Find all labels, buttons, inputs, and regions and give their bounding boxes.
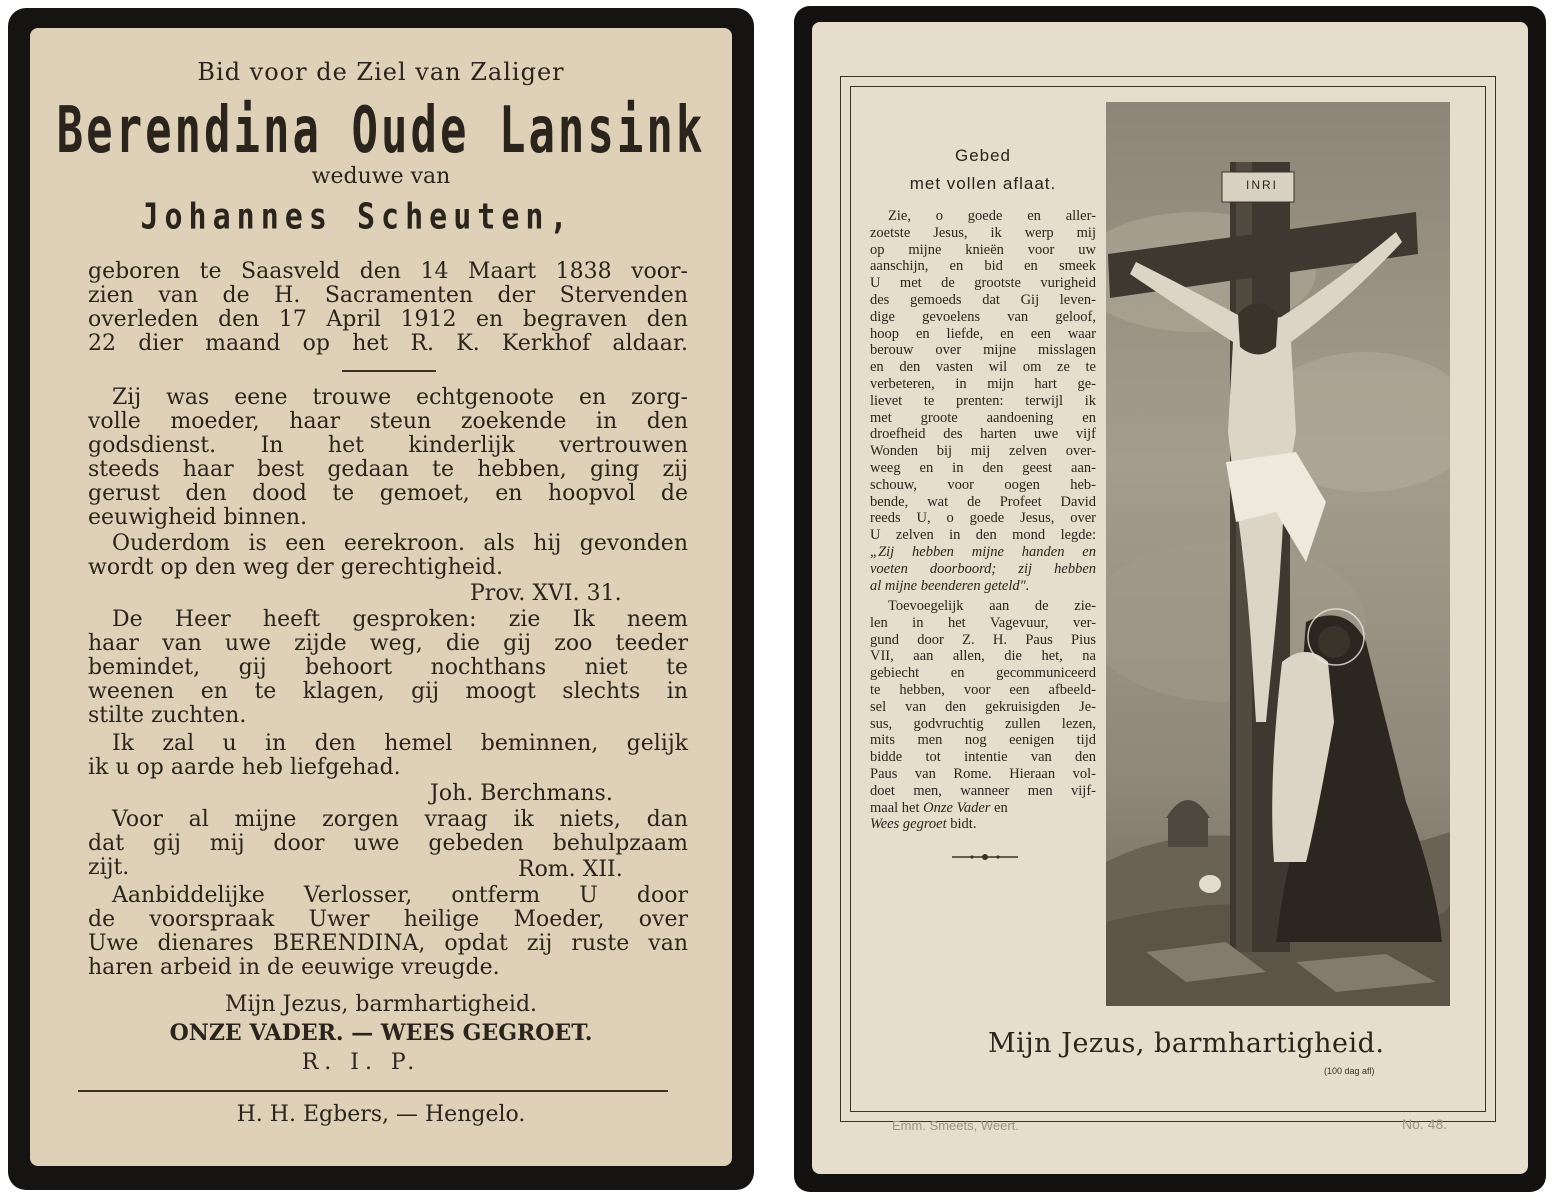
- paragraph-line: Voor al mijne zorgen vraag ik niets, dan: [112, 807, 688, 832]
- prayer-line: lievet te prenten: terwijl ik: [870, 392, 1096, 409]
- prayer-line: Zie, o goede en aller-: [888, 208, 1096, 224]
- indulgence-line: mits men nog eenigen tijd: [870, 732, 1096, 749]
- bio-line: 22 dier maand op het R. K. Kerkhof aldaar.: [88, 331, 688, 356]
- paragraph-line: Zij was eene trouwe echtgenoote en zorg-: [112, 385, 688, 410]
- paragraph-line: zijt.: [88, 855, 130, 880]
- prayer-line: aanschijn, en bid en smeek: [870, 258, 1096, 275]
- paragraph-line: haar van uwe zijde weg, die gij zoo teeder: [88, 631, 688, 656]
- paragraph-line: dat gij mij door uwe gebeden behulpzaam: [88, 831, 688, 856]
- prayer-line: op mijne knieën voor uw: [870, 241, 1096, 258]
- prayer-line: zoetste Jesus, ik werp mij: [870, 224, 1096, 241]
- prayer-line: des gemoeds dat Gij leven-: [870, 292, 1096, 308]
- prayer-line: Wonden bij mij zelven over-: [870, 443, 1096, 460]
- quote-line: voeten doorboord; zij hebben: [870, 560, 1096, 577]
- quote-attribution: Joh. Berchmans.: [430, 781, 613, 806]
- paragraph-line: steeds haar best gedaan te hebben, ging zij: [88, 457, 688, 482]
- prayer-line: U met de grootste vurigheid: [870, 275, 1096, 292]
- indulgence-line: VII, aan allen, die het, na: [870, 648, 1096, 665]
- prayer-line: U zelven in den mond legde:: [870, 527, 1096, 544]
- wees-gegroet-text: Wees gegroet: [870, 816, 947, 833]
- rip-text: R. I. P.: [301, 1050, 421, 1075]
- footer-rule: [78, 1090, 668, 1092]
- indulgence-line: sus, godvruchtig zullen lezen,: [870, 715, 1096, 732]
- inri-title: INRI: [1246, 178, 1278, 192]
- paragraph-line: Ouderdom is een eerekroon. als hij gevonden: [112, 531, 688, 556]
- prayer-line: droefheid des harten uwe vijf: [870, 426, 1096, 443]
- indulgence-text: maal het: [870, 799, 920, 816]
- indulgence-line: doet men, wanneer men vijf-: [870, 782, 1096, 799]
- paragraph-line: godsdienst. In het kinderlijk vertrouwen: [88, 433, 688, 458]
- publisher-imprint: Emm. Smeets, Weert.: [892, 1118, 1019, 1133]
- card-heading: Bid voor de Ziel van Zaliger: [197, 58, 565, 86]
- paragraph-line: De Heer heeft gesproken: zie Ik neem: [112, 607, 688, 632]
- paragraph-line: Ik zal u in den hemel beminnen, gelijk: [112, 731, 688, 756]
- paragraph-line: wordt op den weg der gerechtigheid.: [88, 555, 504, 580]
- prayer-line: schouw, voor oogen heb-: [870, 476, 1096, 493]
- scripture-reference: Rom. XII.: [518, 857, 623, 882]
- paragraph-line: de voorspraak Uwer heilige Moeder, over: [88, 907, 688, 932]
- indulgence-line: bidde tot intentie van den: [870, 749, 1096, 766]
- memorial-card-back: [794, 6, 1546, 1192]
- prayer-subtitle: met vollen aflaat.: [909, 174, 1057, 193]
- prayer-title: Gebed: [954, 146, 1012, 165]
- printer-imprint: H. H. Egbers, — Hengelo.: [236, 1102, 526, 1127]
- paragraph-line: stilte zuchten.: [88, 703, 247, 728]
- paragraph-line: eeuwigheid binnen.: [88, 505, 308, 530]
- prayer-line: met groote aandoening en: [870, 409, 1096, 426]
- quote-line: „Zij hebben mijne handen en: [870, 544, 1096, 560]
- indulgence-line: Paus van Rome. Hieraan vol-: [870, 766, 1096, 782]
- bidt-text: bidt.: [950, 816, 977, 833]
- prayer-line: hoop en liefde, en een waar: [870, 325, 1096, 342]
- closing-invocation: Mijn Jezus, barmhartigheid.: [224, 992, 538, 1017]
- paragraph-line: Aanbiddelijke Verlosser, ontferm U door: [112, 883, 688, 908]
- indulgence-line: [870, 800, 1096, 817]
- prayer-line: weeg en in den geest aan-: [870, 460, 1096, 476]
- paragraph-line: bemindet, gij behoort nochthans niet te: [88, 655, 688, 680]
- divider: [342, 370, 436, 372]
- onze-vader-text: Onze Vader: [923, 799, 991, 816]
- motto-text: Mijn Jezus, barmhartigheid.: [988, 1028, 1385, 1059]
- card-back-paper: [812, 22, 1528, 1174]
- paragraph-line: volle moeder, haar steun zoekende in den: [88, 409, 688, 434]
- quote-line: al mijne beenderen geteld".: [870, 577, 1030, 594]
- motto-note: (100 dag afl): [1324, 1066, 1375, 1076]
- bio-line: overleden den 17 April 1912 en begraven den: [88, 307, 688, 332]
- prayer-line: en den vasten wil om ze te: [870, 359, 1096, 376]
- indulgence-line: [870, 816, 1096, 833]
- indulgence-line: gebiecht en gecommuniceerd: [870, 665, 1096, 682]
- indulgence-line: Toevoegelijk aan de zie-: [888, 598, 1096, 614]
- deceased-name: Berendina Oude Lansink: [56, 94, 706, 168]
- prayer-line: dige gevoelens van geloof,: [870, 308, 1096, 325]
- prayer-line: verbeteren, in mijn hart ge-: [870, 376, 1096, 392]
- indulgence-line: len in het Vagevuur, ver-: [870, 614, 1096, 631]
- paragraph-line: gerust den dood te gemoet, en hoopvol de: [88, 481, 688, 506]
- paragraph-line: ik u op aarde heb liefgehad.: [88, 755, 401, 780]
- indulgence-line: sel van den gekruisigden Je-: [870, 698, 1096, 715]
- prayer-line: bende, wat de Profeet David: [870, 493, 1096, 510]
- prayer-line: berouw over mijne misslagen: [870, 342, 1096, 359]
- paragraph-line: haren arbeid in de eeuwige vreugde.: [88, 955, 500, 980]
- relation-text: weduwe van: [311, 164, 451, 189]
- spouse-name: Johannes Scheuten,: [140, 196, 574, 238]
- scripture-reference: Prov. XVI. 31.: [470, 581, 622, 606]
- paragraph-line: weenen en te klagen, gij moogt slechts in: [88, 679, 688, 704]
- conjunction-text: en: [994, 799, 1008, 816]
- bio-line: zien van de H. Sacramenten der Stervenden: [88, 283, 688, 308]
- closing-prayers: ONZE VADER. — WEES GEGROET.: [169, 1020, 593, 1046]
- paragraph-line: Uwe dienares BERENDINA, opdat zij ruste van: [88, 931, 688, 956]
- indulgence-line: gund door Z. H. Paus Pius: [870, 631, 1096, 648]
- card-front-paper: [30, 28, 732, 1166]
- card-number: No. 48.: [1402, 1116, 1448, 1132]
- bio-line: geboren te Saasveld den 14 Maart 1838 voor-: [88, 259, 688, 284]
- memorial-card-front: [8, 8, 754, 1190]
- prayer-line: reeds U, o goede Jesus, over: [870, 510, 1096, 527]
- crucifixion-image: [1106, 102, 1450, 1006]
- ornament-divider: [950, 850, 1020, 864]
- indulgence-line: te hebben, voor een afbeeld-: [870, 682, 1096, 698]
